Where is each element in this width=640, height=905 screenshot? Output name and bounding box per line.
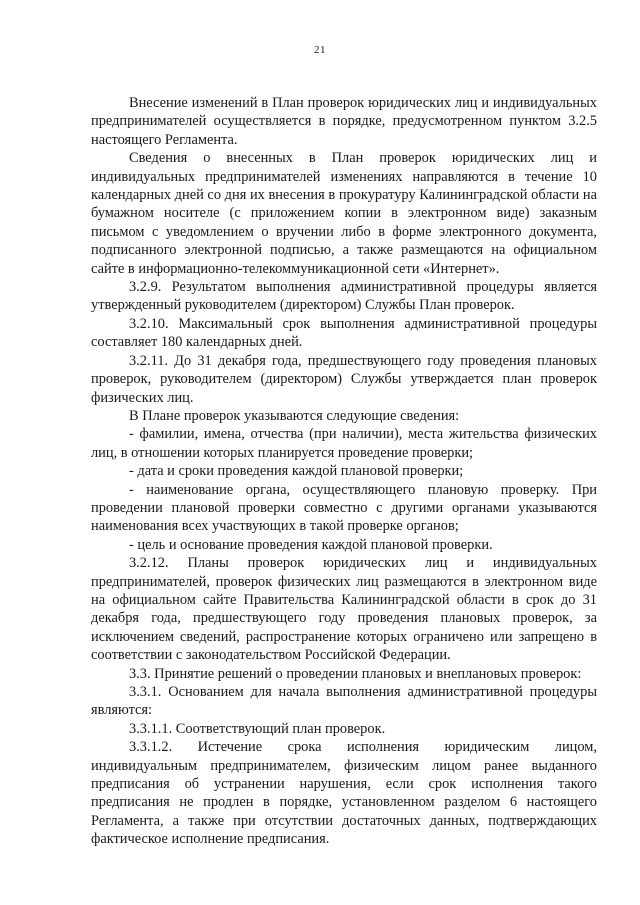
paragraph-3-3-1-1: 3.3.1.1. Соответствующий план проверок. xyxy=(129,720,386,737)
paragraph-plan-changes: Внесение изменений в План проверок юридических лиц и индивидуальных предпринимателей осуществляется в порядке, предусмотренном пунктом 3.2.5 настоящего Регламента. xyxy=(91,95,597,148)
paragraph-changes-info: Сведения о внесенных в План проверок юридических лиц и индивидуальных предпринимателей изменениях направляются в течение 10 календарных дней со дня их внесения в прокуратуру Калининградской области на бумажном носителе (с приложением копии в электронном виде) заказным письмом с уведомлением о вручении либо в форме электронного документа, подписанного электронной подписью, а также размещаются на официальном сайте в информационно-телекоммуникационной сети «Интернет». xyxy=(91,150,597,277)
paragraph-3-2-9: 3.2.9. Результатом выполнения административной процедуры является утвержденный руководителем (директором) Службы План проверок. xyxy=(91,279,597,314)
paragraph-3-3: 3.3. Принятие решений о проведении плановых и внеплановых проверок: xyxy=(129,665,582,682)
document-body xyxy=(91,94,597,849)
paragraph-plan-contents-intro: В Плане проверок указываются следующие сведения: xyxy=(129,407,460,424)
list-item-goal: - цель и основание проведения каждой плановой проверки. xyxy=(129,536,493,553)
page-number: 21 xyxy=(314,44,326,56)
paragraph-3-2-10: 3.2.10. Максимальный срок выполнения административной процедуры составляет 180 календарных дней. xyxy=(91,315,597,351)
paragraph-3-3-1: 3.3.1. Основанием для начала выполнения административной процедуры являются: xyxy=(91,684,597,719)
paragraph-3-3-1-2: 3.3.1.2. Истечение срока исполнения юридическим лицом, индивидуальным предпринимателем, физическим лицом ранее выданного предписания об устранении нарушения, если срок исполнения такого предписания не продлен в порядке, установленном разделом 6 настоящего Регламента, а также при отсутствии достаточных данных, подтверждающих фактическое исполнение предписания. xyxy=(91,739,597,848)
list-item-names: - фамилии, имена, отчества (при наличии), места жительства физических лиц, в отношении которых планируется проведение проверки; xyxy=(91,426,597,461)
list-item-dates: - дата и сроки проведения каждой плановой проверки; xyxy=(129,463,464,480)
paragraph-3-2-11: 3.2.11. До 31 декабря года, предшествующего году проведения плановых проверок, руководителем (директором) Службы утверждается план проверок физических лиц. xyxy=(91,352,597,406)
paragraph-3-2-12: 3.2.12. Планы проверок юридических лиц и индивидуальных предпринимателей, проверок физических лиц размещаются в электронном виде на официальном сайте Правительства Калининградской области в срок до 31 декабря года, предшествующего году проведения плановых проверок, за исключением сведений, распространение которых ограничено или запрещено в соответствии с законодательством Российской Федерации. xyxy=(91,555,597,664)
list-item-organ: - наименование органа, осуществляющего плановую проверку. При проведении плановой проверки совместно с другими органами указываются наименования всех участвующих в такой проверке органов; xyxy=(91,481,597,535)
